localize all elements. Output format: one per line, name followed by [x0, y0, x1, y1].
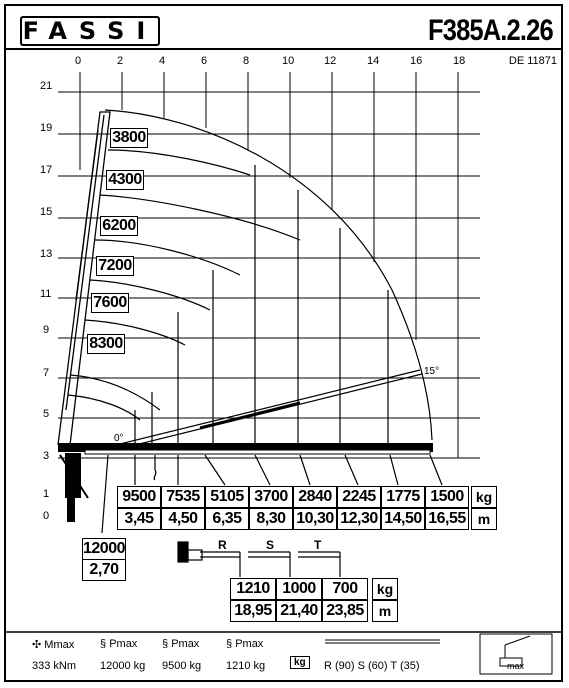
y-tick: 17: [40, 164, 53, 176]
x-tick: 6: [201, 55, 208, 67]
y-tick: 0: [43, 510, 50, 522]
x-tick: 8: [243, 55, 250, 67]
legend-pmax1-value: 12000 kg: [100, 660, 146, 672]
load-kg-cell: 3700: [249, 486, 293, 508]
load-kg-cell: 2840: [293, 486, 337, 508]
y-tick: 13: [40, 248, 53, 260]
legend-pmax1: [100, 638, 137, 650]
legend-pmax2: [162, 638, 199, 650]
brand-logo: FASSI: [20, 16, 160, 46]
unit-m: m: [372, 600, 398, 622]
legend-pmax2-label: Pmax: [171, 638, 200, 650]
x-tick: 10: [282, 55, 295, 67]
hook-icon: §: [226, 638, 233, 650]
y-tick: 15: [40, 206, 53, 218]
boom-load-label: 7200: [96, 256, 134, 276]
angle-high: 15°: [424, 366, 440, 377]
load-m-cell: 16,55: [425, 508, 469, 530]
drawing-code: DE 11871: [508, 55, 557, 67]
extension-kg-cell: 1210: [230, 578, 276, 600]
boom-load-label: 3800: [110, 128, 148, 148]
load-m-cell: 14,50: [381, 508, 425, 530]
y-tick: 3: [43, 450, 50, 462]
boom-load-label: 7600: [91, 293, 129, 313]
unit-kg: kg: [471, 486, 497, 508]
x-tick: 2: [117, 55, 124, 67]
load-m-cell: 3,45: [117, 508, 161, 530]
y-tick: 9: [43, 324, 50, 336]
load-m-cell: 4,50: [161, 508, 205, 530]
legend-pmax1-label: Pmax: [109, 638, 138, 650]
asterisk-icon: ✣: [32, 639, 42, 651]
load-kg-cell: 2245: [337, 486, 381, 508]
extension-m-cell: 18,95: [230, 600, 276, 622]
extension-label-r: R: [218, 538, 227, 552]
x-tick: 4: [159, 55, 166, 67]
angle-low: 0°: [114, 433, 124, 444]
boom-load-label: 6200: [100, 216, 138, 236]
legend-mmax-label: Mmax: [44, 639, 75, 651]
boom-load-label: 8300: [87, 334, 125, 354]
extension-kg-cell: 1000: [276, 578, 322, 600]
legend-pmax3: [226, 638, 263, 650]
extension-m-cell: 21,40: [276, 600, 322, 622]
load-m-cell: 10,30: [293, 508, 337, 530]
load-kg-cell: 9500: [117, 486, 161, 508]
weight-icon: kg: [290, 656, 310, 669]
extension-label-s: S: [266, 538, 275, 552]
extension-kg-cell: 700: [322, 578, 368, 600]
legend-max-label: max: [507, 661, 525, 671]
base-load-m: 2,70: [82, 559, 126, 581]
legend-mmax-value: 333 kNm: [32, 660, 77, 672]
y-tick: 1: [43, 488, 50, 500]
hook-icon: §: [100, 638, 107, 650]
y-tick: 19: [40, 122, 53, 134]
load-m-cell: 6,35: [205, 508, 249, 530]
load-m-cell: 12,30: [337, 508, 381, 530]
x-tick: 14: [367, 55, 380, 67]
base-load-kg: 12000: [82, 538, 126, 560]
x-tick: 16: [410, 55, 423, 67]
extension-label-t: T: [314, 538, 322, 552]
legend-extension-weights: R (90) S (60) T (35): [324, 660, 420, 672]
y-tick: 11: [40, 288, 52, 300]
legend-pmax3-label: Pmax: [235, 638, 264, 650]
unit-kg: kg: [372, 578, 398, 600]
model-title: F385A.2.26: [428, 14, 553, 47]
load-m-cell: 8,30: [249, 508, 293, 530]
boom-load-label: 4300: [106, 170, 144, 190]
x-tick: 12: [324, 55, 337, 67]
load-kg-cell: 7535: [161, 486, 205, 508]
unit-m: m: [471, 508, 497, 530]
legend-pmax2-value: 9500 kg: [162, 660, 202, 672]
hook-icon: §: [162, 638, 169, 650]
x-tick: 18: [453, 55, 466, 67]
y-tick: 21: [40, 80, 53, 92]
load-kg-cell: 1500: [425, 486, 469, 508]
y-tick: 7: [43, 367, 50, 379]
y-tick: 5: [43, 408, 50, 420]
legend-mmax: [32, 638, 74, 651]
legend-pmax3-value: 1210 kg: [226, 660, 266, 672]
load-kg-cell: 5105: [205, 486, 249, 508]
x-tick: 0: [75, 55, 82, 67]
load-kg-cell: 1775: [381, 486, 425, 508]
extension-m-cell: 23,85: [322, 600, 368, 622]
